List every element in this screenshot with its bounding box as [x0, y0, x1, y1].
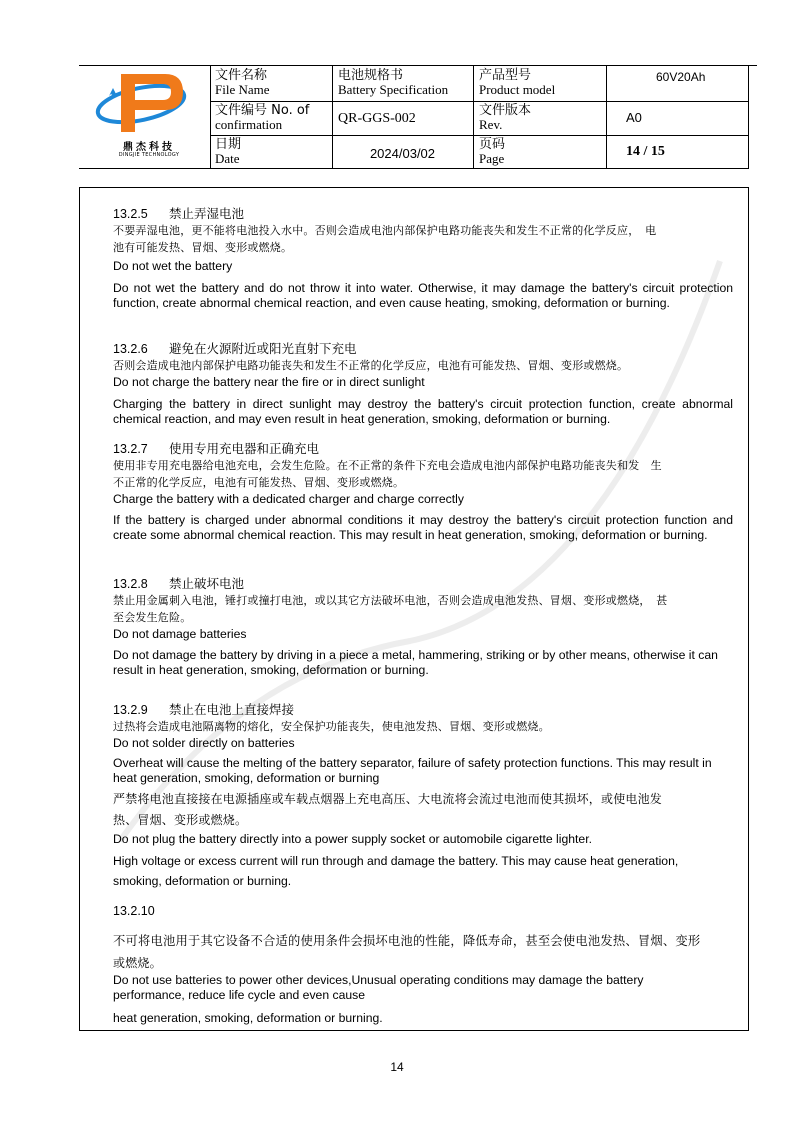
section-13-2-10	[113, 903, 733, 1003]
en-line: Do not use batteries to power other devices,Unusual operating conditions may damage the battery	[113, 973, 644, 987]
en-paragraph: Charging the battery in direct sunlight may destroy the battery's circuit protection function, create abnormal chemical reaction, and may even result in heat generation, smoking, deformation or burning.	[113, 397, 733, 426]
en-line: High voltage or excess current will run through and damage the battery. This may cause heat generation,	[113, 854, 679, 868]
page-value: 14 / 15	[626, 144, 665, 159]
zh-line: 池有可能发热、冒烟、变形或燃烧。	[113, 241, 293, 254]
zh-line: 不要弄湿电池，更不能将电池投入水中。否则会造成电池内部保护电路功能丧失和发生不正常的化学反应， 电	[113, 224, 657, 237]
en-line: performance, reduce life cycle and even cause	[113, 988, 366, 1002]
date-value: 2024/03/02	[369, 146, 436, 161]
zh-line: 使用非专用充电器给电池充电，会发生危险。在不正常的条件下充电会造成电池内部保护电路功能丧失和发 生	[113, 459, 662, 472]
file-name-label: 文件名称 File Name	[215, 68, 270, 97]
version-label: 文件版本 Rev.	[479, 103, 532, 132]
en-heading: Do not charge the battery near the fire or in direct sunlight	[113, 375, 425, 389]
page-number: 14	[390, 1060, 404, 1074]
zh-line: 或燃烧。	[113, 956, 162, 970]
section-13-2-7	[113, 441, 733, 543]
zh-line: 过热将会造成电池隔离物的熔化，安全保护功能丧失，使电池发热、冒烟、变形或燃烧。	[113, 720, 550, 733]
zh-line: 严禁将电池直接接在电源插座或车载点烟器上充电高压、大电流将会流过电池而使其损坏，或使电池发	[113, 792, 663, 806]
section-13-2-9	[113, 702, 733, 891]
file-name-value: 电池规格书 Battery Specification	[338, 68, 449, 97]
version-value: A0	[626, 110, 642, 125]
en-heading: Do not damage batteries	[113, 627, 247, 641]
section-title: 13.2.7 使用专用充电器和正确充电	[113, 441, 320, 456]
company-logo	[79, 66, 210, 168]
zh-line: 不正常的化学反应，电池有可能发热、冒烟、变形或燃烧。	[113, 476, 405, 489]
logo-brand-en: DINGJIE TECHNOLOGY	[118, 152, 180, 158]
en-heading: Charge the battery with a dedicated charger and charge correctly	[113, 492, 464, 506]
date-label: 日期 Date	[215, 137, 242, 166]
section-13-2-5	[113, 206, 733, 311]
section-title: 13.2.5 禁止弄湿电池	[113, 206, 245, 221]
zh-line: 禁止用金属刺入电池，锤打或撞打电池，或以其它方法破坏电池，否则会造成电池发热、冒烟、变形或燃烧， 甚	[113, 594, 668, 607]
zh-line: 热、冒烟、变形或燃烧。	[113, 813, 248, 827]
file-number-label: 文件编号 No. of confirmation	[215, 103, 310, 132]
en-paragraph: Do not wet the battery and do not throw it into water. Otherwise, it may damage the battery's circuit protection function, create abnormal chemical reaction, and even cause heating, smoking, deformation or burning.	[113, 281, 733, 310]
zh-line: 不可将电池用于其它设备不合适的使用条件会损坏电池的性能，降低寿命，甚至会使电池发热、冒烟、变形	[113, 934, 701, 948]
section-title: 13.2.8 禁止破坏电池	[113, 576, 245, 591]
en-line: heat generation, smoking, deformation or burning.	[113, 1011, 383, 1025]
logo-brand-cn: 鼎杰科技	[123, 142, 175, 153]
en-paragraph: Overheat will cause the melting of the battery separator, failure of safety protection functions. This may result in heat generation, smoking, deformation or burning	[113, 756, 712, 785]
product-model-label: 产品型号 Product model	[479, 68, 556, 97]
zh-line: 至会发生危险。	[113, 611, 192, 624]
page-label: 页码 Page	[479, 137, 506, 166]
en-heading: Do not wet the battery	[113, 259, 233, 273]
section-13-2-6	[113, 341, 733, 427]
en-paragraph: Do not damage the battery by driving in a piece a metal, hammering, striking or by other means, otherwise it can result in heat generation, smoking, deformation or burning.	[113, 648, 718, 677]
en-heading: Do not solder directly on batteries	[113, 736, 295, 750]
product-model-value: 60V20Ah	[656, 70, 706, 84]
file-number-value: QR-GGS-002	[338, 111, 416, 126]
header-line-extension	[749, 65, 757, 66]
zh-line: 否则会造成电池内部保护电路功能丧失和发生不正常的化学反应，电池有可能发热、冒烟、变形或燃烧。	[113, 359, 629, 372]
en-line: smoking, deformation or burning.	[113, 874, 292, 888]
en-paragraph: If the battery is charged under abnormal conditions it may destroy the battery's circuit protection function and create some abnormal chemical reaction. This may result in heat generation, smoking, deformation or burning.	[113, 513, 733, 542]
en-heading: Do not plug the battery directly into a power supply socket or automobile cigarette lighter.	[113, 832, 592, 846]
section-title: 13.2.6 避免在火源附近或阳光直射下充电	[113, 341, 357, 356]
content-box	[79, 187, 749, 1031]
section-title: 13.2.9 禁止在电池上直接焊接	[113, 702, 295, 717]
section-13-2-8	[113, 576, 733, 678]
document-header	[79, 65, 749, 169]
section-title: 13.2.10	[113, 904, 155, 918]
